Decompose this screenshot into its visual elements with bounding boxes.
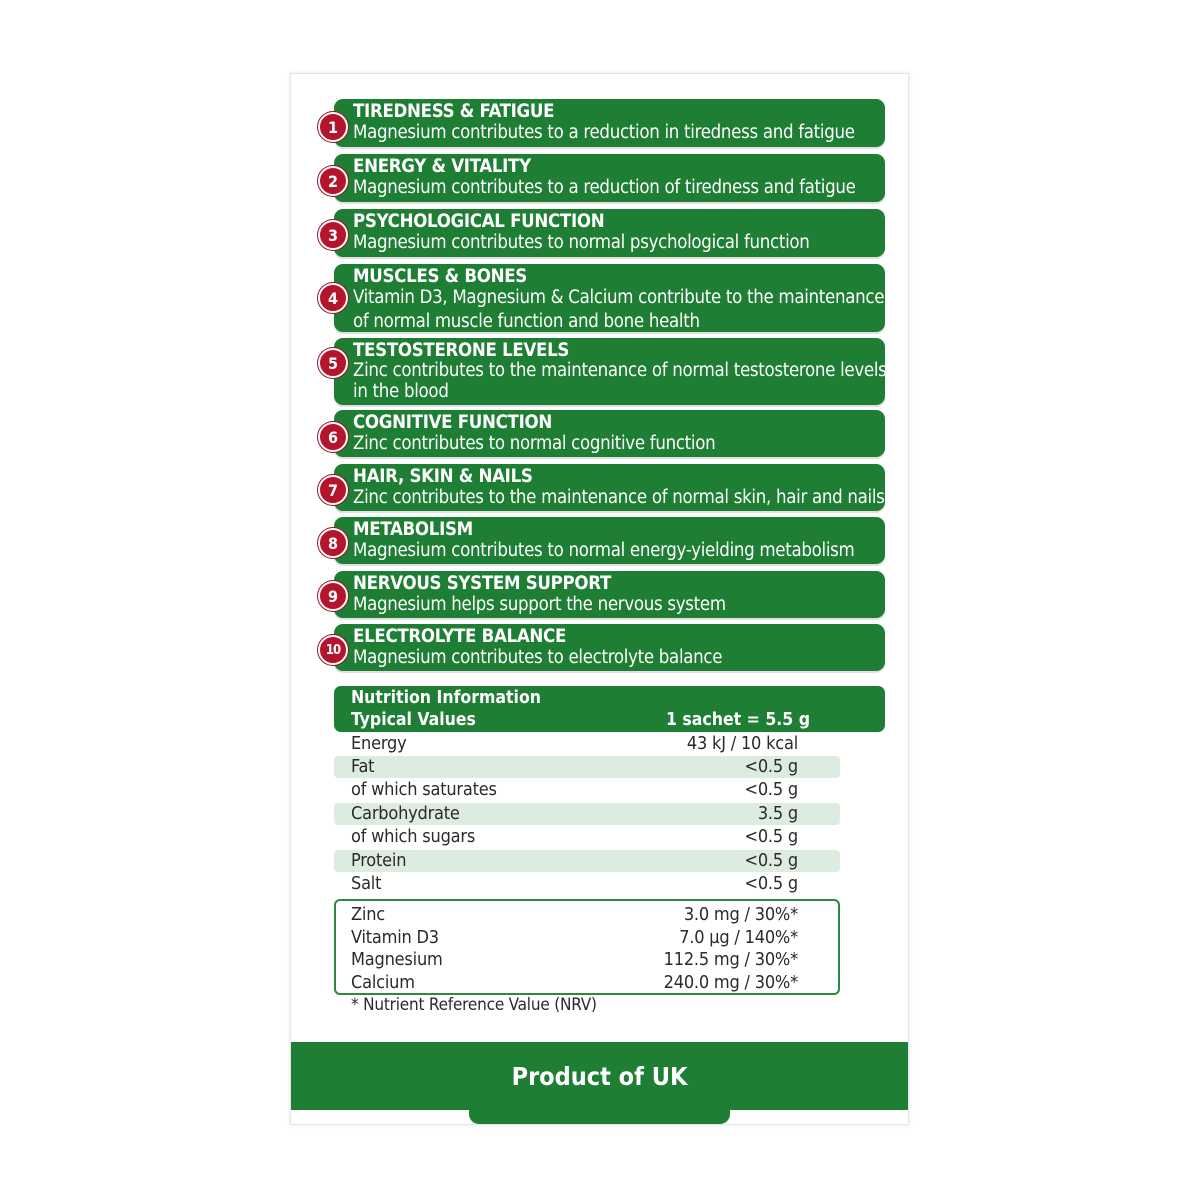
micronutrient-row-calcium (336, 971, 838, 994)
nutrient-value: <0.5 g (744, 850, 798, 871)
nutrient-label: Fat (351, 756, 375, 777)
claim-text: Zinc contributes to the maintenance of normal skin, hair and nails (353, 487, 885, 508)
nutrient-value: <0.5 g (744, 756, 798, 777)
claim-electrolyte (334, 624, 885, 671)
claim-tiredness (334, 99, 885, 147)
claim-nervous-system (334, 571, 885, 618)
claim-title: NERVOUS SYSTEM SUPPORT (353, 573, 612, 594)
nutrition-row-carbohydrate (334, 803, 840, 825)
nutrition-heading: Nutrition Information (351, 688, 541, 708)
micronutrient-row-vitamin-d3 (336, 926, 838, 949)
nutrient-label: Carbohydrate (351, 803, 460, 824)
nutrition-row-salt (334, 873, 840, 895)
nutrient-value: <0.5 g (744, 873, 798, 894)
micronutrient-row-magnesium (336, 948, 838, 971)
claim-title: TESTOSTERONE LEVELS (353, 340, 570, 361)
claim-title: METABOLISM (353, 519, 473, 540)
nutrient-value: 240.0 mg / 30%* (663, 972, 798, 993)
claim-number-badge: 7 (318, 475, 348, 505)
claim-number-badge: 10 (318, 635, 348, 665)
claim-text: Zinc contributes to the maintenance of normal testosterone levels in the blood (353, 360, 887, 402)
nutrition-row-energy (334, 733, 840, 755)
footer-tab (469, 1110, 730, 1124)
micronutrient-row-zinc (336, 903, 838, 926)
claim-text: Magnesium contributes to normal psychological function (353, 232, 810, 253)
claim-cognitive (334, 410, 885, 457)
claim-energy (334, 154, 885, 202)
claim-number-badge: 6 (318, 422, 348, 452)
claim-text: Vitamin D3, Magnesium & Calcium contribute to the maintenance of normal muscle function and bone health (353, 287, 885, 332)
nutrient-label: Magnesium (351, 949, 443, 970)
claim-text: Zinc contributes to normal cognitive function (353, 433, 716, 454)
claim-text: Magnesium contributes to a reduction of tiredness and fatigue (353, 177, 856, 198)
nutrition-row-protein (334, 850, 840, 872)
claim-title: HAIR, SKIN & NAILS (353, 466, 533, 487)
origin-label: Product of UK (511, 1061, 688, 1091)
nutrient-label: Protein (351, 850, 407, 871)
claim-hair-skin-nails (334, 464, 885, 511)
nutrition-row-sugars (334, 826, 840, 848)
nutrient-label: Zinc (351, 904, 385, 925)
nutrient-label: Energy (351, 733, 407, 754)
claim-number-badge: 5 (318, 348, 348, 378)
nutrition-row-fat (334, 756, 840, 778)
nutrient-label: of which sugars (351, 826, 476, 847)
claim-number-badge: 2 (318, 166, 348, 196)
footer-band (291, 1042, 908, 1110)
nutrient-value: 3.5 g (757, 803, 798, 824)
nutrient-value: 7.0 µg / 140%* (679, 927, 798, 948)
claim-metabolism (334, 517, 885, 564)
claim-testosterone (334, 338, 885, 405)
nutrition-row-saturates (334, 779, 840, 801)
nrv-footnote: * Nutrient Reference Value (NRV) (351, 995, 597, 1015)
nutrient-value: <0.5 g (744, 779, 798, 800)
claim-number-badge: 1 (318, 112, 348, 142)
claim-title: TIREDNESS & FATIGUE (353, 101, 555, 122)
claim-text: Magnesium contributes to electrolyte balance (353, 647, 723, 668)
claim-psychological (334, 209, 885, 257)
claim-number-badge: 9 (318, 581, 348, 611)
claim-title: COGNITIVE FUNCTION (353, 412, 552, 433)
claim-number-badge: 3 (318, 220, 348, 250)
nutrient-value: 43 kJ / 10 kcal (686, 733, 798, 754)
nutrient-label: Calcium (351, 972, 415, 993)
typical-values-label: Typical Values (351, 710, 476, 730)
claim-title: MUSCLES & BONES (353, 266, 527, 287)
nutrient-label: of which saturates (351, 779, 497, 800)
nutrition-header (334, 686, 885, 732)
nutrient-value: 112.5 mg / 30%* (663, 949, 798, 970)
claim-text: Magnesium contributes to normal energy-yielding metabolism (353, 540, 855, 561)
serving-size-label: 1 sachet = 5.5 g (666, 710, 810, 730)
claim-title: ENERGY & VITALITY (353, 156, 531, 177)
claim-number-badge: 8 (318, 528, 348, 558)
claim-text: Magnesium contributes to a reduction in tiredness and fatigue (353, 122, 855, 143)
nutrient-value: <0.5 g (744, 826, 798, 847)
nutrient-label: Salt (351, 873, 382, 894)
claim-muscles-bones (334, 264, 885, 332)
micronutrients-box (334, 899, 840, 995)
nutrient-label: Vitamin D3 (351, 927, 439, 948)
claim-title: ELECTROLYTE BALANCE (353, 626, 567, 647)
product-label-panel (290, 73, 909, 1125)
claim-title: PSYCHOLOGICAL FUNCTION (353, 211, 605, 232)
nutrient-value: 3.0 mg / 30%* (683, 904, 798, 925)
claim-text: Magnesium helps support the nervous system (353, 594, 726, 615)
claim-number-badge: 4 (318, 283, 348, 313)
